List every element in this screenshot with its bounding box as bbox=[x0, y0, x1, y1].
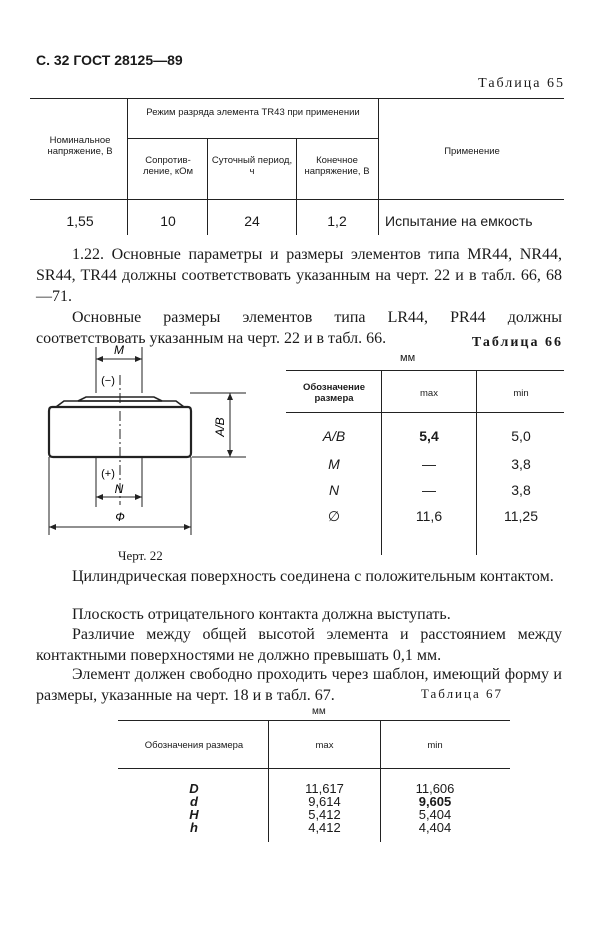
t66-row-name: A/B bbox=[322, 428, 346, 444]
table-67-caption: Таблица 67 bbox=[420, 686, 503, 701]
t65-col-resistance: Сопротив-ление, кОм bbox=[142, 155, 194, 177]
t67-col-max: max bbox=[315, 740, 334, 751]
table-66-caption: Таблица 66 bbox=[471, 335, 563, 350]
t67-row-max: 9,614 bbox=[308, 794, 341, 809]
t66-row-min: 5,0 bbox=[511, 428, 531, 444]
drawing-label-n: N bbox=[114, 482, 124, 496]
para-difference: Различие между общей высотой элемента и расстоянием между контактными поверхностями не должно превышать 0,1 мм. bbox=[36, 626, 562, 664]
para-plane: Плоскость отрицательного контакта должна выступать. bbox=[72, 606, 451, 623]
para-1-22: 1.22. Основные параметры и размеры элементов типа MR44, NR44, SR44, TR44 должны соответствовать указанным на черт. 22 и в табл. 66, 68—71. bbox=[36, 246, 562, 305]
t66-row-max: 5,4 bbox=[419, 428, 439, 444]
t66-row-min: 3,8 bbox=[511, 482, 531, 498]
t67-row-max: 4,412 bbox=[308, 820, 341, 835]
t65-group-header: Режим разряда элемента TR43 при применении bbox=[146, 107, 360, 118]
t66-col-max: max bbox=[420, 388, 438, 399]
t65-usage-value: Испытание на емкость bbox=[385, 213, 533, 229]
t67-row-name: h bbox=[190, 820, 198, 835]
table-67-unit: мм bbox=[312, 706, 326, 717]
page-header: С. 32 ГОСТ 28125—89 bbox=[36, 52, 183, 68]
t66-row-max: 11,6 bbox=[415, 508, 443, 524]
t66-row-min: 11,25 bbox=[504, 508, 538, 524]
t66-col-min: min bbox=[513, 388, 529, 399]
t65-col-period: Суточный период, ч bbox=[211, 155, 293, 177]
t66-col-designation: Обозначение размера bbox=[302, 382, 366, 404]
t66-row-min: 3,8 bbox=[511, 456, 531, 472]
t65-period-value: 24 bbox=[244, 213, 260, 229]
t65-resistance-value: 10 bbox=[160, 213, 176, 229]
drawing-label-plus: (+) bbox=[101, 468, 115, 480]
t66-row-max: — bbox=[422, 482, 436, 498]
t67-row-max: 5,412 bbox=[308, 807, 341, 822]
t66-row-name: M bbox=[328, 456, 340, 472]
drawing-label-ab: A/B bbox=[213, 417, 227, 437]
t65-col-usage: Применение bbox=[444, 146, 500, 157]
t67-row-name: D bbox=[189, 781, 199, 796]
t67-row-min: 5,404 bbox=[418, 807, 452, 822]
t67-row-min: 4,404 bbox=[418, 820, 452, 835]
para-lr44: Основные размеры элементов типа LR44, PR44 должны соответствовать указанным на черт. 22 и в табл. 66. bbox=[36, 309, 562, 347]
drawing-label-minus: (−) bbox=[101, 375, 115, 387]
drawing-label-m: M bbox=[114, 343, 124, 357]
t65-nominal-value: 1,55 bbox=[66, 213, 94, 229]
t65-final-value: 1,2 bbox=[327, 213, 347, 229]
t66-row-name: ∅ bbox=[327, 508, 341, 524]
t67-row-max: 11,617 bbox=[305, 781, 344, 796]
t66-row-max: — bbox=[422, 456, 436, 472]
t65-col-nominal: Номинальное напряжение, В bbox=[47, 135, 113, 157]
drawing-22 bbox=[34, 335, 260, 555]
t67-col-designation: Обозначения размера bbox=[144, 740, 244, 751]
para-template: Элемент должен свободно проходить через шаблон, имеющий форму и размеры, указанные на черт. 18 и в табл. 67. bbox=[36, 666, 562, 704]
table-65-caption: Таблица 65 bbox=[478, 76, 565, 91]
t67-row-min: 9,605 bbox=[418, 794, 452, 809]
t67-row-min: 11,606 bbox=[415, 781, 455, 796]
drawing-caption: Черт. 22 bbox=[118, 548, 163, 563]
para-cylindrical: Цилиндрическая поверхность соединена с положительным контактом. bbox=[72, 568, 554, 585]
table-66-unit: мм bbox=[400, 352, 416, 364]
t66-row-name: N bbox=[328, 482, 340, 498]
drawing-label-diameter: Ф bbox=[115, 510, 125, 524]
t67-col-min: min bbox=[427, 740, 443, 751]
t65-col-final: Конечное напряжение, В bbox=[304, 155, 370, 177]
t67-row-name: d bbox=[190, 794, 198, 809]
t67-row-name: H bbox=[189, 807, 199, 822]
